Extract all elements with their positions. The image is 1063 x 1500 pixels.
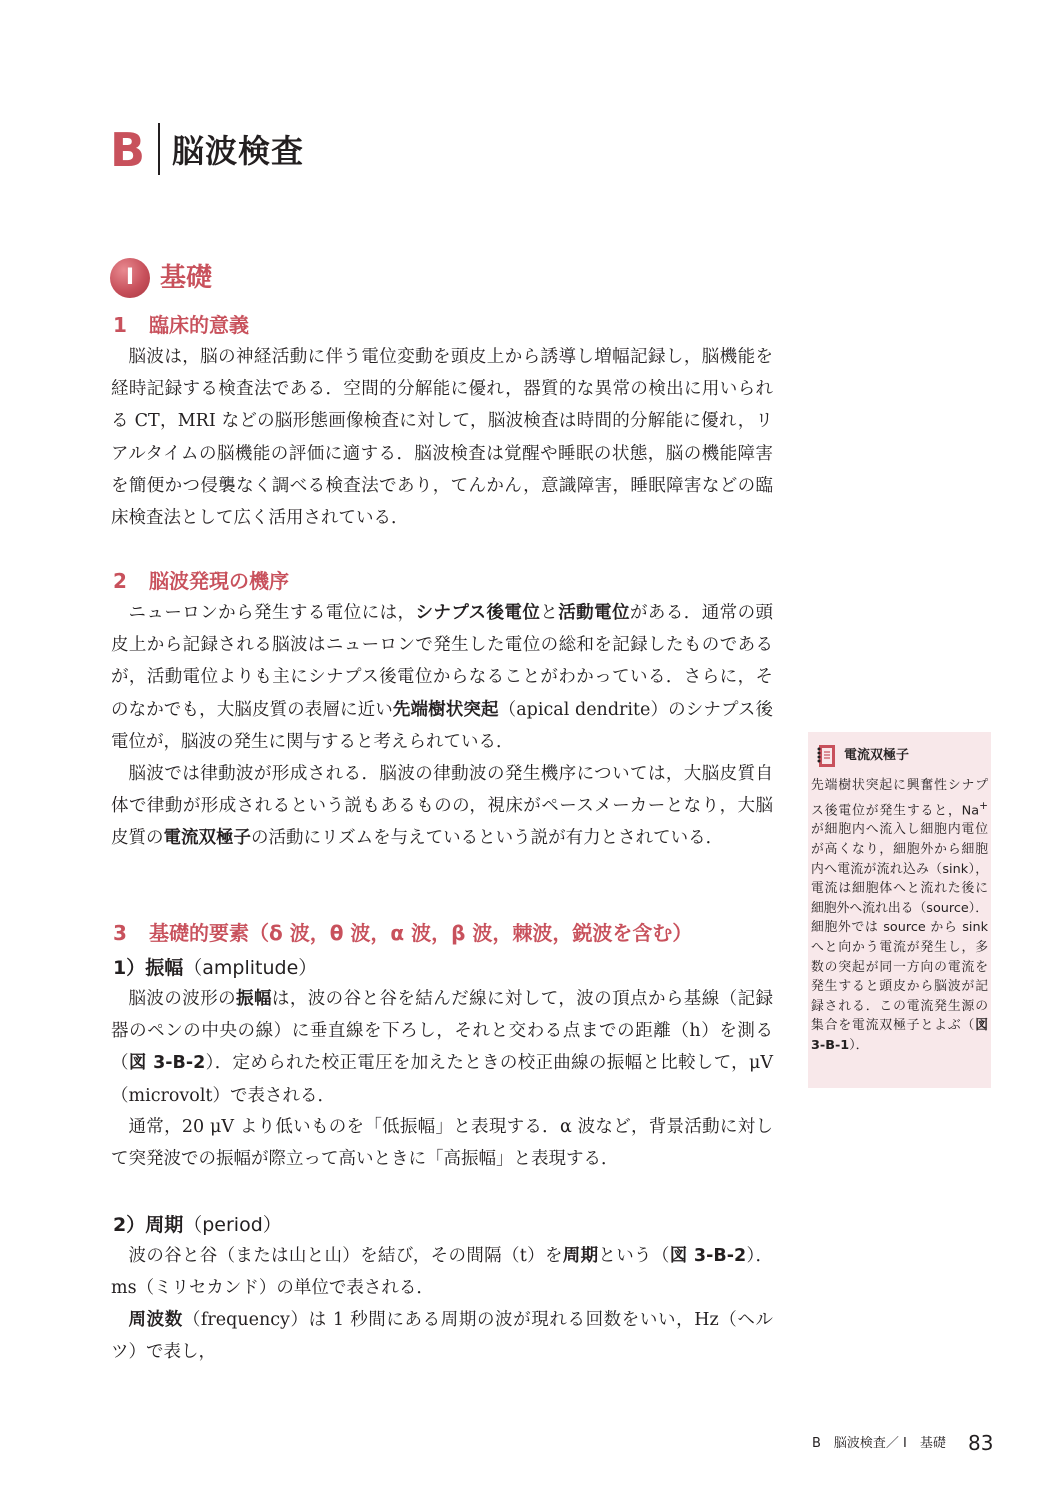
paragraph-mechanism-1: ニューロンから発生する電位には，シナプス後電位と活動電位がある．通常の頭皮上から記録される脳波はニューロンで発生した電位の総和を記録したものであるが，活動電位よりも主にシナプス後電位からなることがわかっている．さらに，そのなかでも，大脳皮質の表層に近い先端樹状突起（apical dendrite）のシナプス後電位が，脳波の発生に関与すると考えられている． (111, 603, 774, 752)
figure-ref: 図 3-B-2 (128, 1053, 206, 1074)
heading-mechanism (113, 566, 289, 596)
paragraph-frequency: 周波数（frequency）は 1 秒間にある周期の波が現れる回数をいい，Hz（ヘルツ）で表し， (111, 1310, 774, 1363)
heading-text: 基礎的要素（δ 波，θ 波，α 波，β 波，棘波，鋭波を含む） (149, 921, 693, 945)
heading-text: 臨床的意義 (149, 313, 249, 337)
term-frequency: 周波数 (128, 1310, 183, 1330)
figure-ref: 図 3-B-2 (669, 1246, 747, 1266)
heading-number: 1 (113, 313, 127, 337)
heading-number: 3 (113, 921, 127, 945)
sidebar-body: 先端樹状突起に興奮性シナプス後電位が発生すると，Na+ が細胞内へ流入し細胞内電位が高くなり，細胞外から細胞内へ電流が流れ込み（sink），電流は細胞体へと流れた後に細胞外へ流れ出る（source）．細胞外では source から sink へと向かう電流が発生し，多数の突起が同一方向の電流を発生すると頭皮から脳波が記録される．この電流発生源の集合を電流双極子とよぶ（図 3-B-1）． (811, 778, 988, 1053)
section-title: 基礎 (160, 263, 213, 293)
term-action-potential: 活動電位 (558, 603, 630, 623)
heading-clinical-significance (113, 310, 249, 340)
chapter-letter: B (110, 123, 146, 177)
term-apical-dendrite: 先端樹状突起 (392, 699, 499, 720)
paragraph-mechanism-2: 脳波では律動波が形成される．脳波の律動波の発生機序については，大脳皮質自体で律動が形成されるという説もあるものの，視床がペースメーカーとなり，大脳皮質の電流双極子の活動にリズムを与えているという説が有力とされている． (111, 764, 773, 849)
heading-number: 2 (113, 569, 127, 593)
paragraph-amplitude-1: 脳波の波形の振幅は，波の谷と谷を結んだ線に対して，波の頂点から基線（記録器のペンの中央の線）に垂直線を下ろし，それと交わる点までの距離（h）を測る（図 3-B-2）．定められた校正電圧を加えたときの校正曲線の振幅と比較して，μV（microvolt）で表される． (111, 989, 774, 1106)
paragraph-clinical-significance: 脳波は，脳の神経活動に伴う電位変動を頭皮上から誘導し増幅記録し，脳機能を経時記録する検査法である．空間的分解能に優れ，器質的な異常の検出に用いられる CT，MRI などの脳形態画像検査に対して，脳波検査は時間的分解能に優れ，リアルタイムの脳機能の評価に適する．脳波検査は覚醒や睡眠の状態，脳の機能障害を簡便かつ侵襲なく調べる検査法であり，てんかん，意識障害，睡眠障害などの臨床検査法として広く活用されている． (111, 347, 773, 529)
heading-text: 脳波発現の機序 (149, 569, 289, 593)
term-postsynaptic-potential: シナプス後電位 (415, 603, 541, 623)
term-current-dipole: 電流双極子 (163, 828, 251, 849)
sidebar-title: 電流双極子 (844, 748, 910, 763)
term-period: 周期 (562, 1246, 599, 1266)
chapter-divider (158, 123, 160, 175)
running-footer: B 脳波検査／ I 基礎 (812, 1436, 946, 1451)
notebook-icon (816, 744, 836, 768)
term-amplitude: 振幅 (236, 989, 272, 1009)
page-number: 83 (968, 1431, 994, 1455)
section-badge: I (110, 258, 150, 298)
paragraph-amplitude-2: 通常，20 μV より低いものを「低振幅」と表現する．α 波など，背景活動に対して突発波での振幅が際立って高いときに「高振幅」と表現する． (111, 1117, 773, 1170)
figure-ref: 図 3-B-1 (811, 1018, 988, 1053)
heading-basic-elements (113, 918, 692, 948)
paragraph-period-1: 波の谷と谷（または山と山）を結び，その間隔（t）を周期という（図 3-B-2）．ms（ミリセカンド）の単位で表される． (111, 1246, 774, 1299)
chapter-title: 脳波検査 (172, 132, 305, 170)
subheading-amplitude: 1）振幅（amplitude） (113, 957, 318, 979)
subheading-period: 2）周期（period） (113, 1214, 282, 1236)
